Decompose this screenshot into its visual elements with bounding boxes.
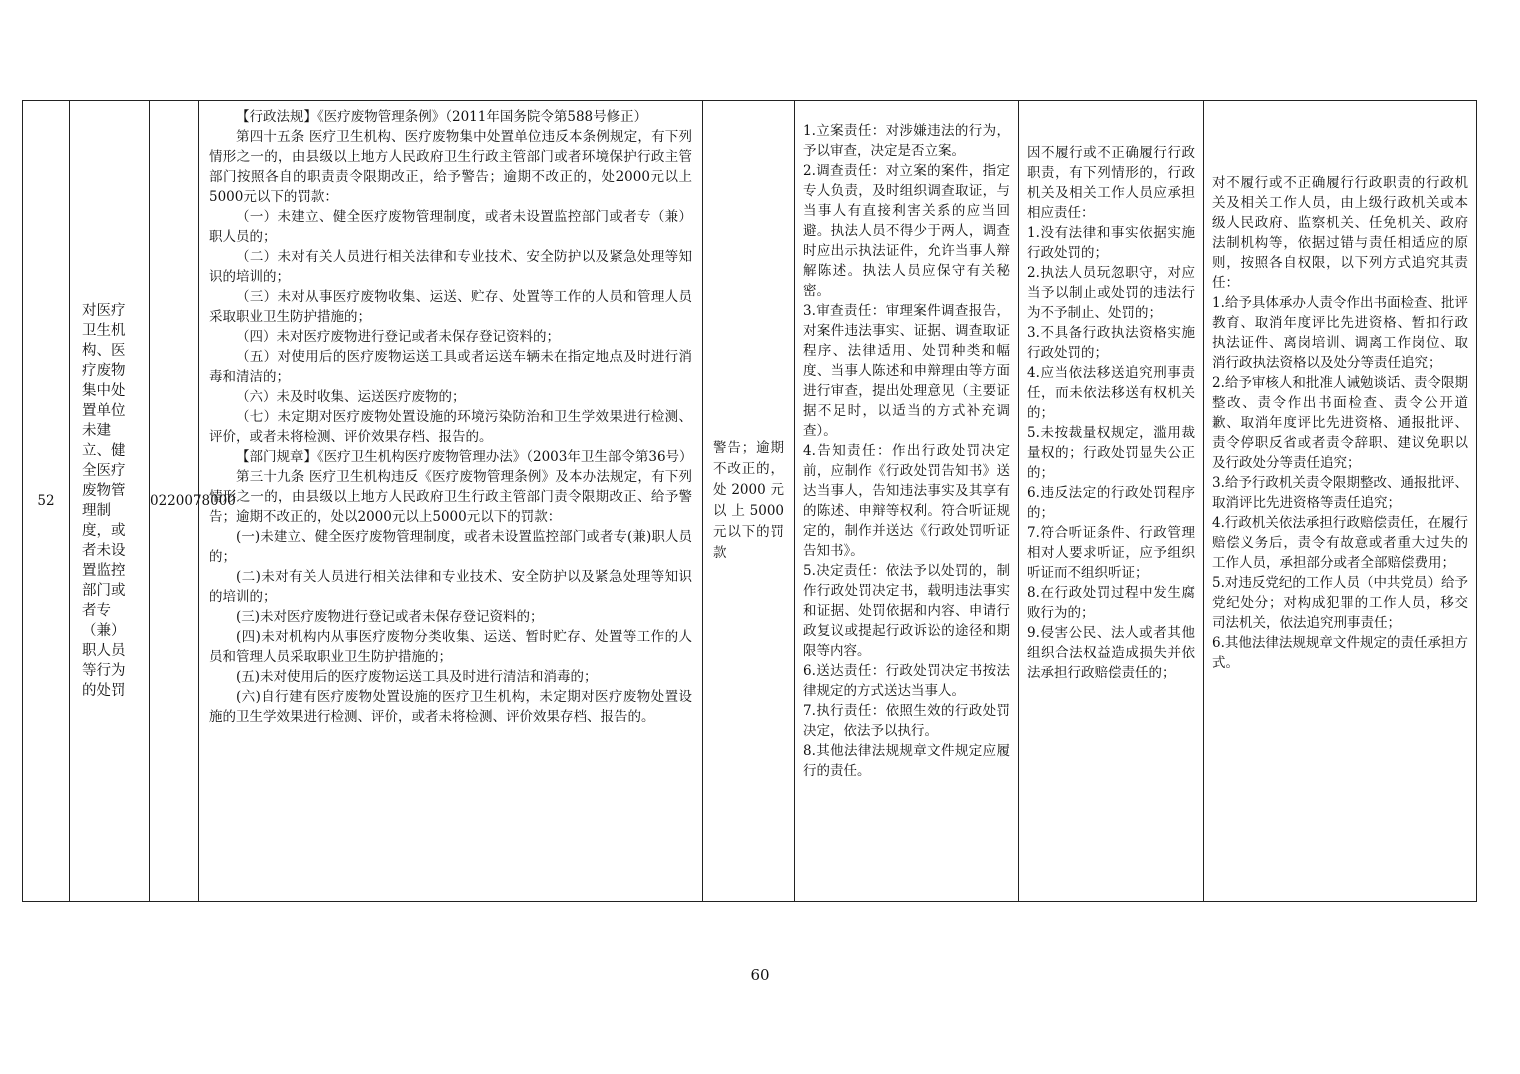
method-item: 对不履行或不正确履行行政职责的行政机关及相关工作人员，由上级行政机关或本级人民政府、监察机关、任免机关、政府法制机构等，依据过错与责任相适应的原则，按照各自权限，以下列方式追究其责任： [1212,175,1468,291]
method-item: 3.给予行政机关责令限期整改、通报批评、取消评比先进资格等责任追究； [1212,475,1468,511]
responsibility-cell [795,101,1019,902]
basis-paragraph: （一）未建立、健全医疗废物管理制度，或者未设置监控部门或者专（兼）职人员的； [209,209,692,245]
basis-paragraph: (四)未对机构内从事医疗废物分类收集、运送、暂时贮存、处置等工作的人员和管理人员采取职业卫生防护措施的； [209,629,692,665]
responsibility-item: 4.告知责任：作出行政处罚决定前，应制作《行政处罚告知书》送达当事人，告知违法事实及其享有的陈述、申辩等权利。符合听证规定的，制作并送达《行政处罚听证告知书》。 [803,443,1010,559]
responsibility-item: 3.审查责任：审理案件调查报告，对案件违法事实、证据、调查取证程序、法律适用、处罚种类和幅度、当事人陈述和申辩理由等方面进行审查，提出处理意见（主要证据不足时，以适当的方式补充调查）。 [803,303,1010,439]
method-item: 6.其他法律法规规章文件规定的责任承担方式。 [1212,635,1468,671]
basis-paragraph: （三）未对从事医疗废物收集、运送、贮存、处置等工作的人员和管理人员采取职业卫生防护措施的； [209,289,692,325]
issue-item: 1.没有法律和事实依据实施行政处罚的； [1027,225,1195,261]
issue-item: 2.执法人员玩忽职守，对应当予以制止或处罚的违法行为不予制止、处罚的； [1027,265,1195,321]
responsibility-item: 1.立案责任：对涉嫌违法的行为，予以审查，决定是否立案。 [803,123,1010,159]
responsibility-item: 7.执行责任：依照生效的行政处罚决定，依法予以执行。 [803,703,1010,739]
power-list-table [22,100,1477,902]
responsibility-item: 6.送达责任：行政处罚决定书按法律规定的方式送达当事人。 [803,663,1010,699]
method-item: 4.行政机关依法承担行政赔偿责任，在履行赔偿义务后，责令有故意或者重大过失的工作人员，承担部分或者全部赔偿费用； [1212,515,1468,571]
page-number: 60 [750,966,770,984]
responsibility-item: 5.决定责任：依法予以处罚的，制作行政处罚决定书，载明违法事实和证据、处罚依据和内容、申请行政复议或提起行政诉讼的途径和期限等内容。 [803,563,1010,659]
method-item: 2.给予审核人和批准人诫勉谈话、责令限期整改、责令作出书面检查、责令公开道歉、取消年度评比先进资格、通报批评、责令停职反省或者责令辞职、建议免职以及行政处分等责任追究； [1212,375,1468,471]
accountability-methods-cell [1204,101,1477,902]
basis-heading: 【部门规章】《医疗卫生机构医疗废物管理办法》（2003年卫生部令第36号） [236,449,693,465]
issue-item: 5.未按裁量权规定，滥用裁量权的；行政处罚显失公正的； [1027,425,1195,481]
issue-item: 因不履行或不正确履行行政职责，有下列情形的，行政机关及相关工作人员应承担相应责任： [1027,145,1195,221]
issue-item: 6.违反法定的行政处罚程序的； [1027,485,1195,521]
issue-item: 9.侵害公民、法人或者其他组织合法权益造成损失并依法承担行政赔偿责任的； [1027,625,1195,681]
method-item: 1.给予具体承办人责令作出书面检查、批评教育、取消年度评比先进资格、暂扣行政执法证件、离岗培训、调离工作岗位、取消行政执法资格以及处分等责任追究； [1212,295,1468,371]
item-name: 对医疗卫生机构、医疗废物集中处置单位未建立、健全医疗废物管理制度，或者未设置监控部门或者专（兼）职人员等行为的处罚 [70,101,150,902]
responsibility-item: 8.其他法律法规规章文件规定应履行的责任。 [803,743,1010,779]
item-code: 0220078000 [150,101,199,902]
issue-item: 3.不具备行政执法资格实施行政处罚的； [1027,325,1195,361]
basis-paragraph: (二)未对有关人员进行相关法律和专业技术、安全防护以及紧急处理等知识的培训的； [209,569,692,605]
table-row [23,101,1477,902]
basis-paragraph: 第三十九条 医疗卫生机构违反《医疗废物管理条例》及本办法规定，有下列情形之一的，由县级以上地方人民政府卫生行政主管部门责令限期改正、给予警告；逾期不改正的，处以2000元以上5000元以下的罚款： [209,469,692,525]
basis-heading: 【行政法规】《医疗废物管理条例》（2011年国务院令第588号修正） [236,109,648,125]
basis-paragraph: （二）未对有关人员进行相关法律和专业技术、安全防护以及紧急处理等知识的培训的； [209,249,692,285]
basis-paragraph: 第四十五条 医疗卫生机构、医疗废物集中处置单位违反本条例规定，有下列情形之一的，由县级以上地方人民政府卫生行政主管部门或者环境保护行政主管部门按照各自的职责责令限期改正，给予警告；逾期不改正的，处2000元以上5000元以下的罚款： [209,129,692,205]
legal-basis-cell [199,101,703,902]
method-item: 5.对违反党纪的工作人员（中共党员）给予党纪处分；对构成犯罪的工作人员，移交司法机关，依法追究刑事责任； [1212,575,1468,631]
basis-paragraph: （七）未定期对医疗废物处置设施的环境污染防治和卫生学效果进行检测、评价，或者未将检测、评价效果存档、报告的。 [209,409,692,445]
accountability-issues-cell [1019,101,1204,902]
issue-item: 7.符合听证条件、行政管理相对人要求听证，应予组织听证而不组织听证； [1027,525,1195,581]
basis-paragraph: （四）未对医疗废物进行登记或者未保存登记资料的； [236,329,560,345]
basis-paragraph: （五）对使用后的医疗废物运送工具或者运送车辆未在指定地点及时进行消毒和清洁的； [209,349,692,385]
issue-item: 4.应当依法移送追究刑事责任，而未依法移送有权机关的； [1027,365,1195,421]
basis-paragraph: (五)未对使用后的医疗废物运送工具及时进行清洁和消毒的； [236,669,598,685]
issue-item: 8.在行政处罚过程中发生腐败行为的； [1027,585,1195,621]
responsibility-item: 2.调查责任：对立案的案件，指定专人负责，及时组织调查取证，与当事人有直接利害关系的应当回避。执法人员不得少于两人，调查时应出示执法证件，允许当事人辩解陈述。执法人员应保守有关秘密。 [803,163,1010,299]
penalty-cell: 警告；逾期不改正的，处2000元以上5000元以下的罚款 [703,101,795,902]
basis-paragraph: （六）未及时收集、运送医疗废物的； [236,389,466,405]
basis-paragraph: (一)未建立、健全医疗废物管理制度，或者未设置监控部门或者专(兼)职人员的； [209,529,692,565]
basis-paragraph: (三)未对医疗废物进行登记或者未保存登记资料的； [236,609,544,625]
row-index: 52 [23,101,70,902]
basis-paragraph: (六)自行建有医疗废物处置设施的医疗卫生机构，未定期对医疗废物处置设施的卫生学效果进行检测、评价，或者未将检测、评价效果存档、报告的。 [209,689,692,725]
